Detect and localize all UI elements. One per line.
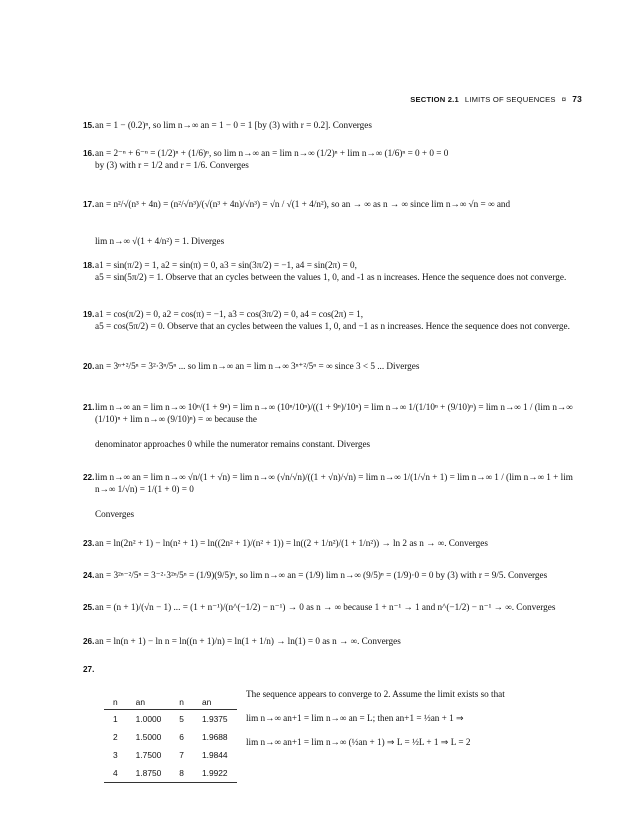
- problem-18: [83, 260, 580, 283]
- column-header: an: [193, 694, 237, 710]
- problem-26: [83, 636, 580, 648]
- problem-25: [83, 602, 580, 614]
- table-cell: 1.9688: [201, 732, 228, 742]
- problem-line: an = (n + 1)/(√n − 1) ... = (1 + n⁻¹)/(n^(−1/2) − n⁻¹) → 0 as n → ∞ because 1 + n⁻¹ → 1 and n^(−1/2) − n⁻¹ → ∞. Converges: [95, 602, 556, 612]
- table-cell: 8: [170, 764, 193, 783]
- table-row: [104, 746, 237, 764]
- table-cell: 4: [104, 764, 127, 783]
- problem-line: lim n→∞ an+1 = lim n→∞ an = L; then an+1 = ½an + 1 ⇒: [246, 713, 464, 723]
- problem-20: [83, 361, 580, 373]
- table-cell: 5: [179, 714, 184, 724]
- problem-line: lim n→∞ √(1 + 4/n²) = 1. Diverges: [95, 235, 225, 246]
- problem-line: an = 1 − (0.2)ⁿ, so lim n→∞ an = 1 − 0 = 1 [by (3) with r = 0.2]. Converges: [95, 120, 372, 130]
- problem-22: [83, 472, 580, 521]
- problem-23: [83, 538, 580, 550]
- table-cell: 6: [179, 732, 184, 742]
- problem-line: a1 = sin(π/2) = 1, a2 = sin(π) = 0, a3 = sin(3π/2) = −1, a4 = sin(2π) = 0,: [95, 260, 357, 270]
- problem-number: 15.: [83, 121, 95, 130]
- problem-number: 25.: [83, 603, 95, 612]
- problem-19: [83, 309, 580, 332]
- problem-line: a5 = cos(5π/2) = 0. Observe that an cycles between the values 1, 0, and −1 as n increases. Hence the sequence does not converge.: [95, 320, 570, 331]
- problem-line: a5 = sin(5π/2) = 1. Observe that an cycles between the values 1, 0, and -1 as n increases. Hence the sequence does not converge.: [95, 271, 567, 282]
- problem-17: [83, 199, 580, 247]
- table-row: [104, 728, 237, 746]
- problem-line: Converges: [95, 509, 135, 519]
- column-header: n: [104, 694, 127, 710]
- problem-number: 23.: [83, 539, 95, 548]
- problem-line: an = 3ⁿ⁺²/5ⁿ = 3²·3ⁿ/5ⁿ ... so lim n→∞ an = lim n→∞ 3ⁿ⁺²/5ⁿ = ∞ since 3 < 5 ... Diverges: [95, 361, 420, 371]
- column-header: n: [170, 694, 193, 710]
- column-header: an: [127, 694, 171, 710]
- problem-line: an = n²/√(n³ + 4n) = (n²/√n³)/(√(n³ + 4n)/√n³) = √n / √(1 + 4/n²), so an → ∞ as n → ∞ since lim n→∞ √n = ∞ and: [95, 199, 511, 209]
- table-cell: 1.7500: [135, 750, 162, 760]
- table-cell: 1.9844: [201, 750, 228, 760]
- table-row: [104, 764, 237, 783]
- table-cell: 1.9375: [201, 714, 228, 724]
- problem-line: an = ln(2n² + 1) − ln(n² + 1) = ln((2n² + 1)/(n² + 1)) = ln((2 + 1/n²)/(1 + 1/n²)) → ln 2 as n → ∞. Converges: [95, 538, 488, 548]
- header-mark: ¤: [561, 94, 567, 104]
- table-cell: 7: [179, 750, 184, 760]
- table-header-row: [104, 694, 237, 710]
- problem-number: 20.: [83, 362, 95, 371]
- table-cell: 1.5000: [135, 732, 162, 742]
- problem-27-solution: [246, 687, 586, 749]
- sequence-table: [104, 694, 237, 783]
- problem-21: [83, 402, 580, 451]
- problem-line: denominator approaches 0 while the numerator remains constant. Diverges: [95, 439, 371, 449]
- problem-number: 18.: [83, 261, 95, 270]
- problem-number: 22.: [83, 473, 95, 482]
- problem-number: 19.: [83, 310, 95, 319]
- table-cell: 3: [113, 750, 118, 760]
- problem-number: 27.: [83, 665, 95, 674]
- page-number: 73: [572, 94, 582, 104]
- table-cell: 2: [113, 732, 118, 742]
- problem-line: by (3) with r = 1/2 and r = 1/6. Converges: [95, 159, 249, 170]
- page-header: [410, 94, 582, 104]
- problem-number: 21.: [83, 403, 95, 412]
- problem-line: lim n→∞ an = lim n→∞ 10ⁿ/(1 + 9ⁿ) = lim n→∞ (10ⁿ/10ⁿ)/((1 + 9ⁿ)/10ⁿ) = lim n→∞ 1/(1/10ⁿ + (9/10)ⁿ) = lim n→∞ 1 / (lim n→∞ (1/10)ⁿ + lim n→∞ (9/10)ⁿ) = ∞ because the: [95, 402, 573, 424]
- problem-16: [83, 148, 580, 171]
- problem-number: 26.: [83, 637, 95, 646]
- section-label: SECTION 2.1: [410, 94, 459, 104]
- problem-line: an = ln(n + 1) − ln n = ln((n + 1)/n) = ln(1 + 1/n) → ln(1) = 0 as n → ∞. Converges: [95, 636, 401, 646]
- problem-number: 17.: [83, 200, 95, 209]
- table-cell: 1: [113, 714, 118, 724]
- problem-number: 24.: [83, 571, 95, 580]
- problem-line: lim n→∞ an = lim n→∞ √n/(1 + √n) = lim n→∞ (√n/√n)/((1 + √n)/√n) = lim n→∞ 1/(1/√n + 1) = lim n→∞ 1 / (lim n→∞ 1 + lim n→∞ 1/√n) = 1/(1 + 0) = 0: [95, 472, 573, 494]
- table-row: [104, 710, 237, 729]
- problem-line: an = 2⁻ⁿ + 6⁻ⁿ = (1/2)ⁿ + (1/6)ⁿ, so lim n→∞ an = lim n→∞ (1/2)ⁿ + lim n→∞ (1/6)ⁿ = 0 + 0 = 0: [95, 148, 449, 158]
- table-cell: 1.9922: [193, 764, 237, 783]
- table-cell: 1.0000: [135, 714, 162, 724]
- problem-number: 16.: [83, 149, 95, 158]
- problem-line: The sequence appears to converge to 2. Assume the limit exists so that: [246, 689, 505, 699]
- table-cell: 1.8750: [127, 764, 171, 783]
- section-title: LIMITS OF SEQUENCES: [464, 94, 556, 104]
- problem-line: a1 = cos(π/2) = 0, a2 = cos(π) = −1, a3 = cos(3π/2) = 0, a4 = cos(2π) = 1,: [95, 309, 364, 319]
- problem-line: lim n→∞ an+1 = lim n→∞ (½an + 1) ⇒ L = ½L + 1 ⇒ L = 2: [246, 737, 471, 747]
- problem-line: an = 3²ⁿ⁻²/5ⁿ = 3⁻²·3²ⁿ/5ⁿ = (1/9)(9/5)ⁿ, so lim n→∞ an = (1/9) lim n→∞ (9/5)ⁿ = (1/9)·0 = 0 by (3) with r = 9/5. Converges: [95, 570, 548, 580]
- problem-24: [83, 570, 580, 582]
- problem-15: [83, 120, 580, 132]
